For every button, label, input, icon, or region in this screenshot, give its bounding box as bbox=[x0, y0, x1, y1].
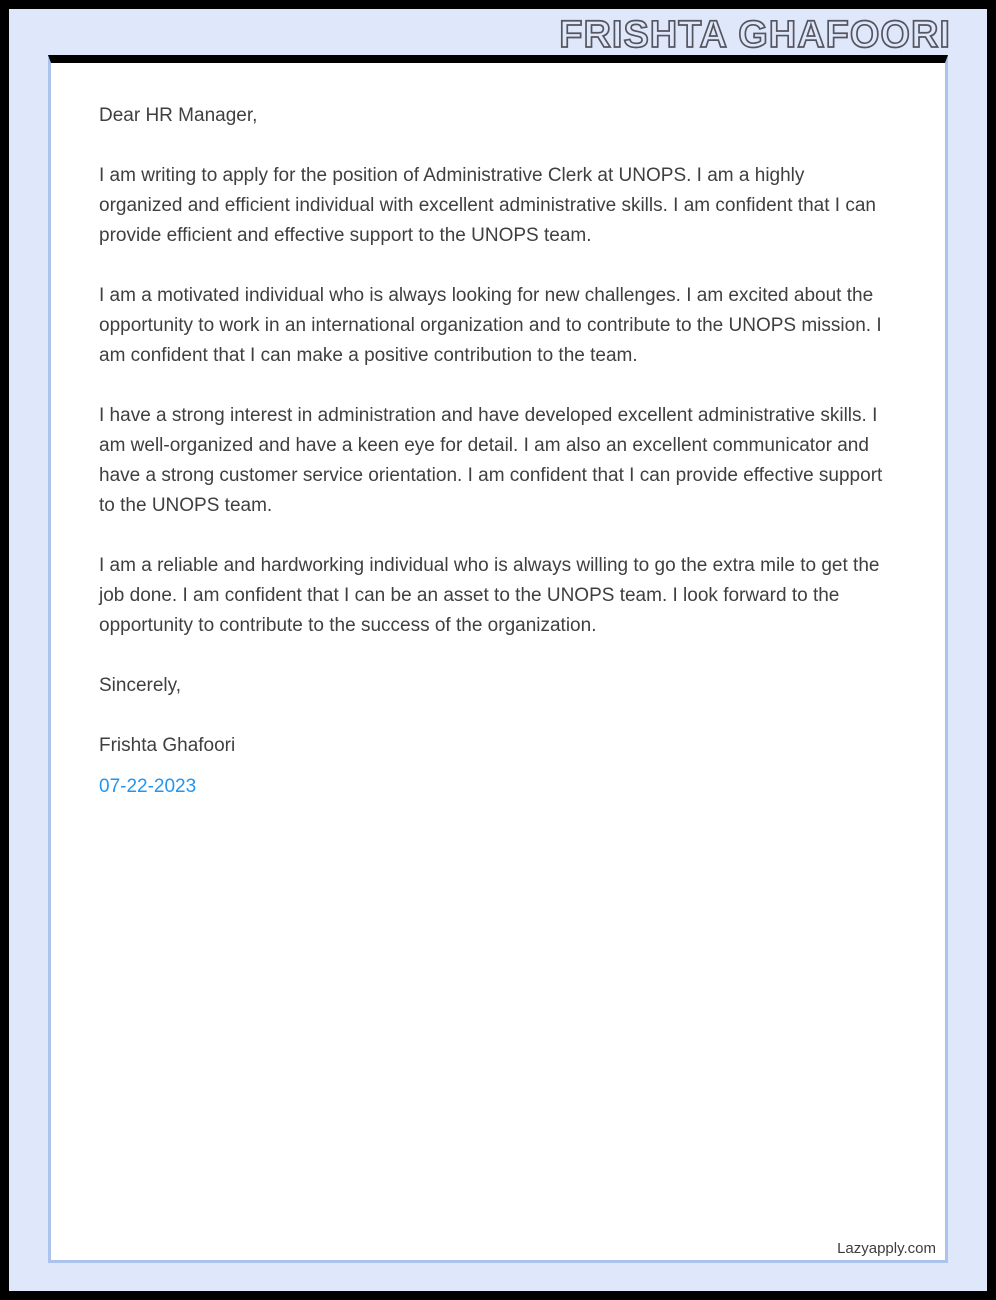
masthead bbox=[559, 13, 951, 57]
letter-paragraph: I am a motivated individual who is always looking for new challenges. I am excited about the opportunity to work in an international organization and to contribute to the UNOPS mission. I am confident that I can make a positive contribution to the team. bbox=[99, 285, 882, 366]
letter-paragraph: I am a reliable and hardworking individual who is always willing to go the extra mile to get the job done. I am confident that I can be an asset to the UNOPS team. I look forward to the opportunity to contribute to the success of the organization. bbox=[99, 555, 880, 636]
letter-closing: Sincerely, bbox=[99, 675, 182, 696]
watermark: Lazyapply.com bbox=[837, 1240, 936, 1257]
cover-letter-document bbox=[48, 55, 948, 1263]
letter-paragraph: I am writing to apply for the position of Administrative Clerk at UNOPS. I am a highly organized and efficient individual with excellent administrative skills. I am confident that I can provide efficient and effective support to the UNOPS team. bbox=[99, 165, 876, 246]
letter-paragraph: I have a strong interest in administration and have developed excellent administrative skills. I am well-organized and have a keen eye for detail. I am also an excellent communicator and have a strong customer service orientation. I am confident that I can provide effective support to the UNOPS team. bbox=[99, 405, 883, 516]
letter-date: 07-22-2023 bbox=[99, 776, 197, 797]
letter-salutation: Dear HR Manager, bbox=[99, 105, 258, 126]
letter-body bbox=[51, 63, 945, 802]
candidate-name-header: FRISHTA GHAFOORI bbox=[559, 13, 951, 56]
letter-signature: Frishta Ghafoori bbox=[99, 735, 236, 756]
